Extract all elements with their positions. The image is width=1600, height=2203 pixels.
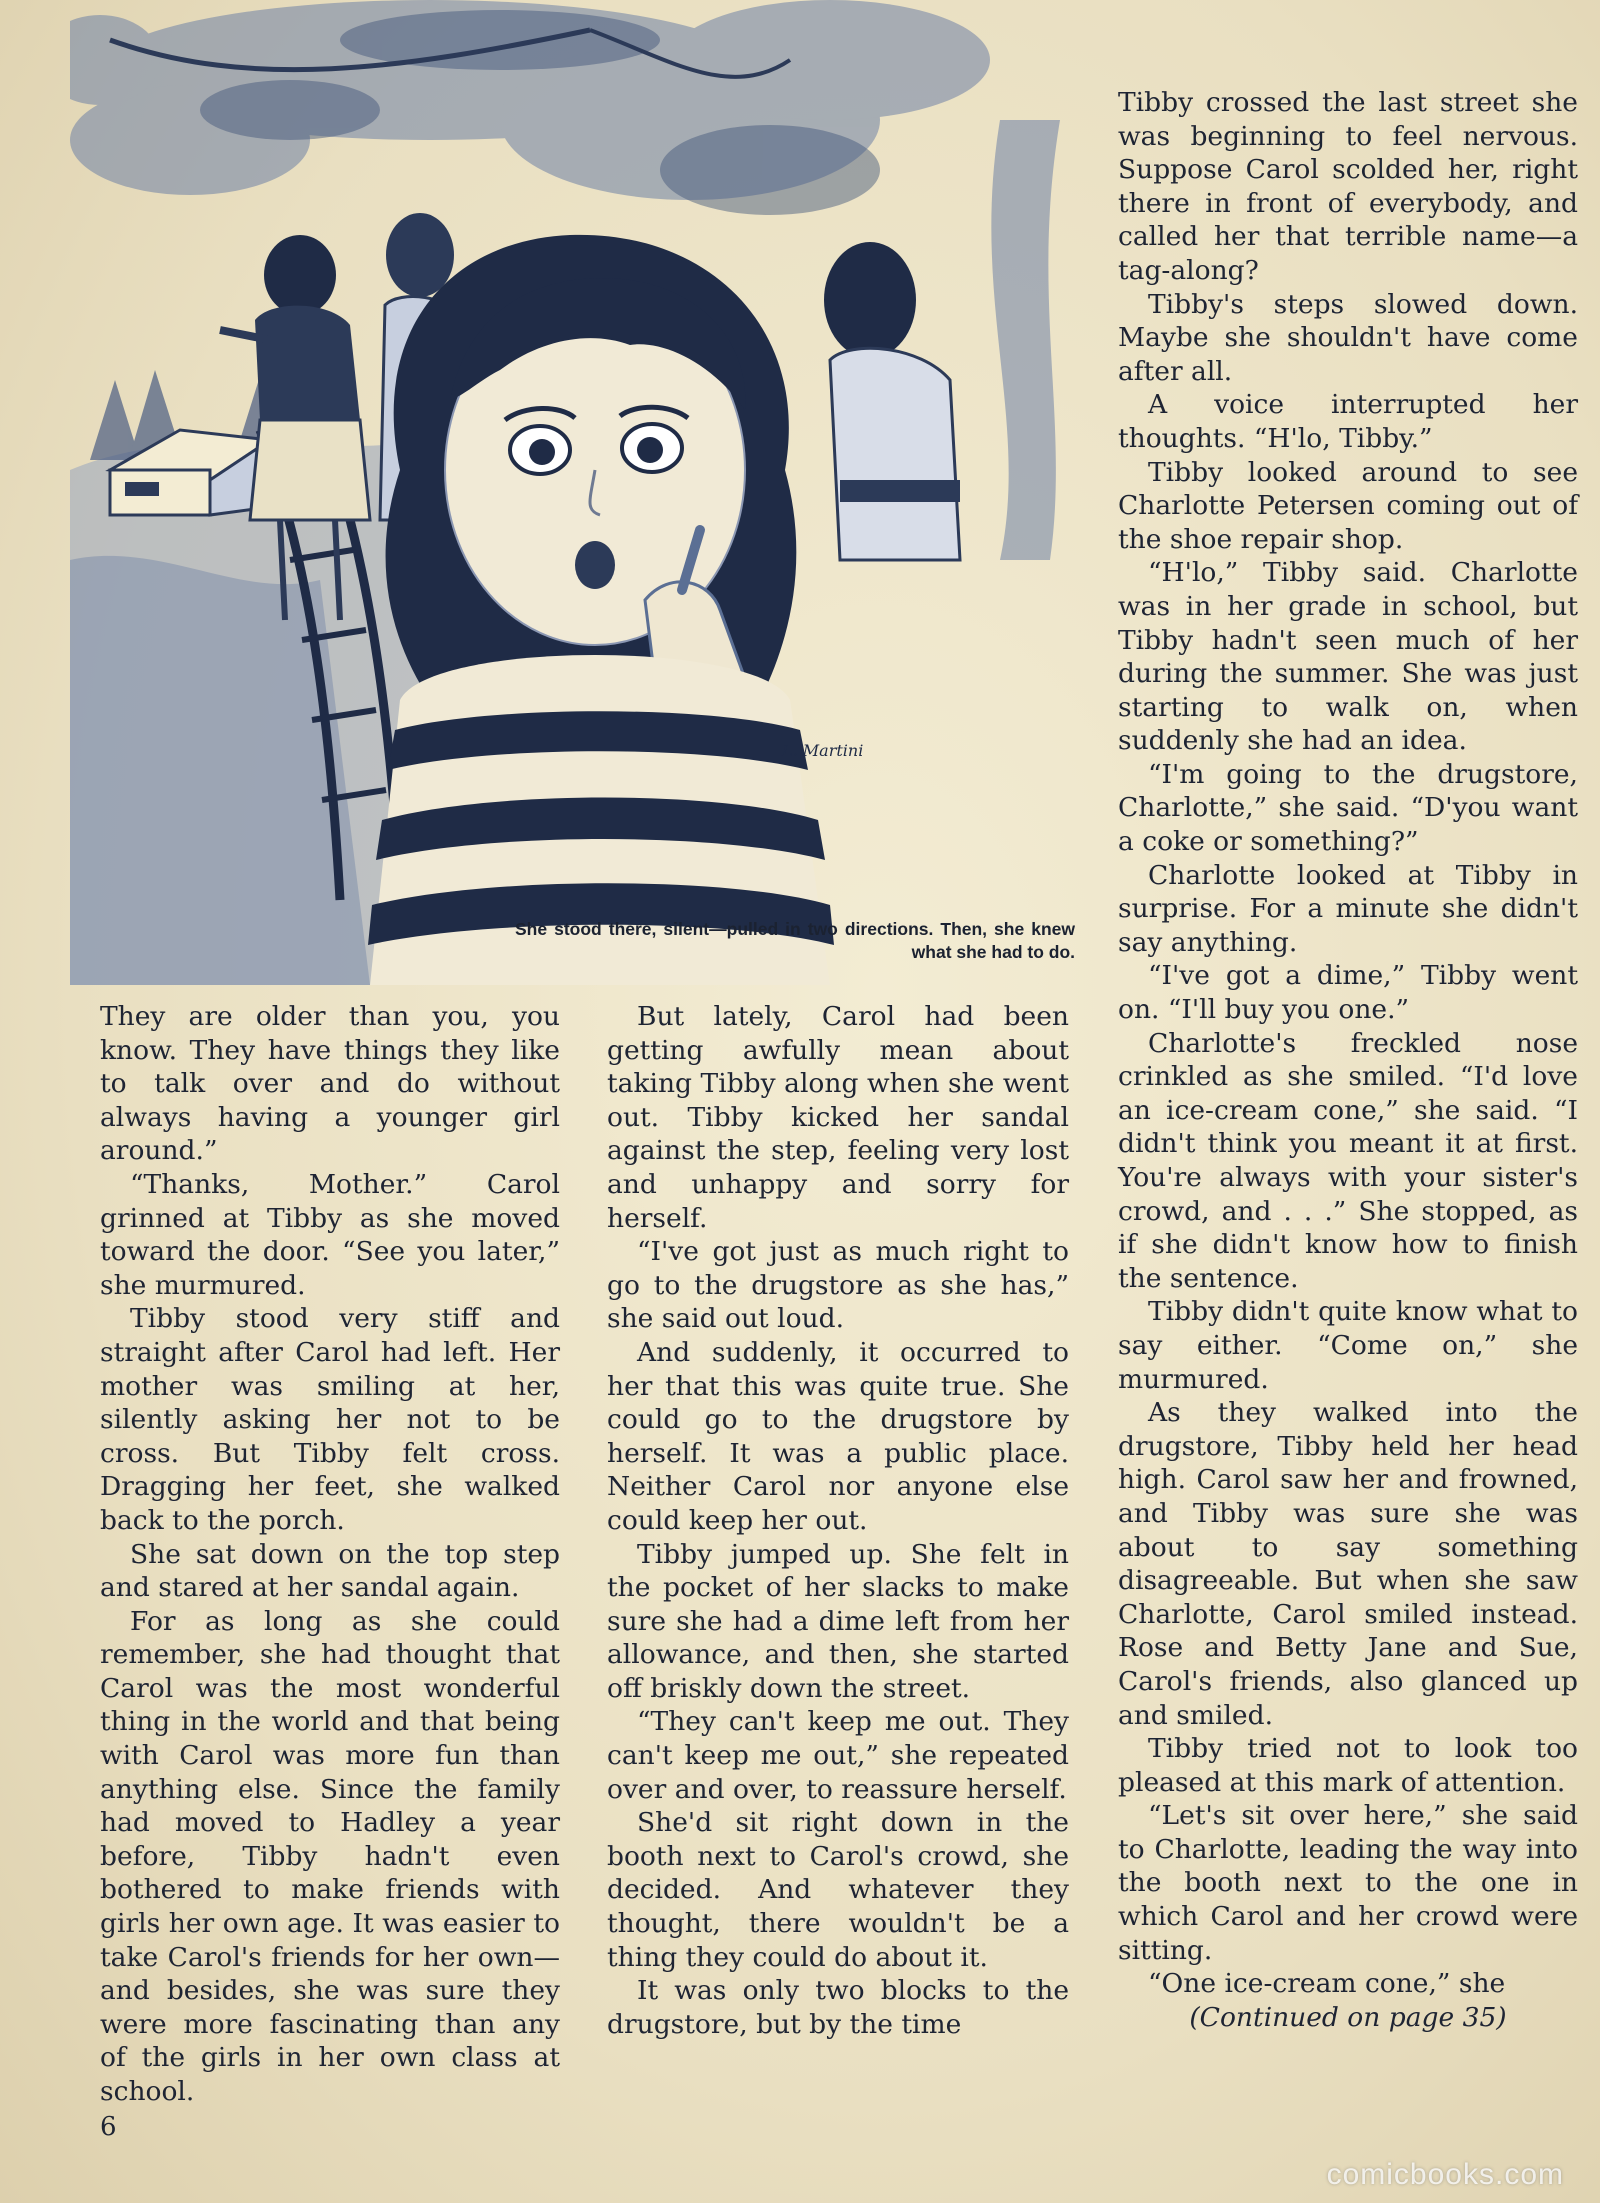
illustration-artwork xyxy=(70,0,1080,985)
paragraph: Charlotte looked at Tibby in surprise. For a minute she didn't say anything. xyxy=(1118,859,1578,958)
paragraph: Tibby tried not to look too pleased at this mark of attention. xyxy=(1118,1733,1578,1798)
paragraph: “Thanks, Mother.” Carol grinned at Tibby as she moved toward the door. “See you later,” she murmured. xyxy=(100,1168,560,1301)
artist-signature: L. Martini xyxy=(782,741,864,760)
paragraph: Tibby jumped up. She felt in the pocket of her slacks to make sure she had a dime left from her allowance, and then, she started off briskly down the street. xyxy=(607,1538,1069,1704)
paragraph: “One ice-cream cone,” she xyxy=(1148,1968,1506,2000)
text-column-2 xyxy=(607,1000,1069,2041)
text-column-1 xyxy=(100,1000,560,2109)
page-number: 6 xyxy=(100,2112,117,2142)
illustration-caption: She stood there, silent—pulled in two directions. Then, she knew what she had to do. xyxy=(515,919,1075,962)
paragraph: “I've got just as much right to go to the drugstore as she has,” she said out loud. xyxy=(607,1236,1069,1335)
paragraph: “I'm going to the drugstore, Charlotte,” she said. “D'you want a coke or something?” xyxy=(1118,758,1578,858)
continued-text: (Continued on page 35) xyxy=(1189,2001,1507,2033)
paragraph: “I've got a dime,” Tibby went on. “I'll buy you one.” xyxy=(1118,960,1578,1026)
story-illustration xyxy=(70,0,1080,985)
paragraph: She sat down on the top step and stared at her sandal again. xyxy=(100,1538,560,1604)
paragraph: And suddenly, it occurred to her that this was quite true. She could go to the drugstore by herself. It was a public place. Neither Carol nor anyone else could keep her out. xyxy=(607,1336,1069,1536)
paragraph: It was only two blocks to the drugstore, but by the time xyxy=(607,1975,1069,2040)
paragraph: “H'lo,” Tibby said. Charlotte was in her grade in school, but Tibby hadn't seen much of her during the summer. She was just starting to walk on, when suddenly she had an idea. xyxy=(1118,557,1578,757)
paragraph: Tibby crossed the last street she was beginning to feel nervous. Suppose Carol scolded her, right there in front of everybody, and called her that terrible name—a tag-along? xyxy=(1118,87,1578,286)
continued-note xyxy=(1118,2001,1578,2035)
paragraph: But lately, Carol had been getting awfully mean about taking Tibby along when she went out. Tibby kicked her sandal against the step, feeling very lost and unhappy and sorry for herself. xyxy=(607,1001,1069,1234)
paragraph: Tibby stood very stiff and straight after Carol had left. Her mother was smiling at her, silently asking her not to be cross. But Tibby felt cross. Dragging her feet, she walked back to the porch. xyxy=(100,1303,560,1536)
paragraph: Charlotte's freckled nose crinkled as she smiled. “I'd love an ice-cream cone,” she said. “I didn't think you meant it at first. You're always with your sister's crowd, and . . .” She stopped, as if she didn't know how to finish the sentence. xyxy=(1118,1027,1578,1294)
paragraph: “Let's sit over here,” she said to Charlotte, leading the way into the booth next to the one in which Carol and her crowd were sitting. xyxy=(1118,1800,1578,1966)
paragraph: For as long as she could remember, she had thought that Carol was the most wonderful thing in the world and that being with Carol was more fun than anything else. Since the family had moved to Hadley a year before, Tibby hadn't even bothered to make friends with girls her own age. It was easier to take Carol's friends for her own—and besides, she was sure they were more fascinating than any of the girls in her own class at school. xyxy=(100,1605,560,2107)
paragraph: She'd sit right down in the booth next to Carol's crowd, she decided. And whatever they thought, there wouldn't be a thing they could do about it. xyxy=(607,1807,1069,1973)
paragraph: “They can't keep me out. They can't keep me out,” she repeated over and over, to reassure herself. xyxy=(607,1706,1069,1805)
paragraph: A voice interrupted her thoughts. “H'lo, Tibby.” xyxy=(1118,389,1578,454)
paragraph: They are older than you, you know. They have things they like to talk over and do without always having a younger girl around.” xyxy=(100,1001,560,1167)
paragraph: Tibby's steps slowed down. Maybe she shouldn't have come after all. xyxy=(1118,288,1578,387)
paragraph: As they walked into the drugstore, Tibby held her head high. Carol saw her and frowned, and Tibby was sure she was about to say something disagreeable. But when she saw Charlotte, Carol smiled instead. Rose and Betty Jane and Sue, Carol's friends, also glanced up and smiled. xyxy=(1118,1397,1578,1731)
paragraph: Tibby didn't quite know what to say either. “Come on,” she murmured. xyxy=(1118,1296,1578,1395)
text-column-3 xyxy=(1118,86,1578,2034)
watermark: comicbooks.com xyxy=(1326,2158,1564,2191)
paragraph: Tibby looked around to see Charlotte Petersen coming out of the shoe repair shop. xyxy=(1118,456,1578,555)
